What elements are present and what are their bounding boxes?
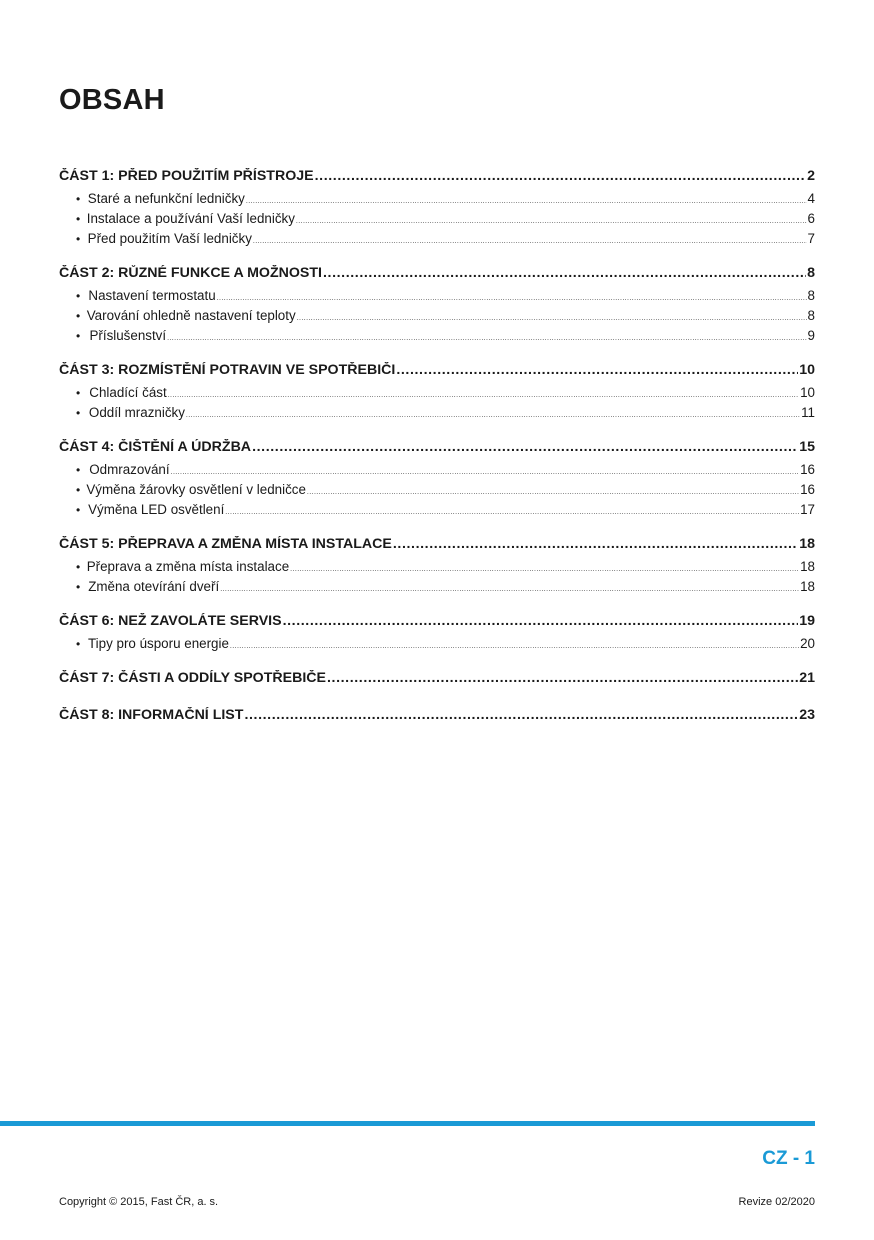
toc-section bbox=[59, 670, 815, 693]
item-label: Odmrazování bbox=[89, 462, 170, 477]
bullet-icon: • bbox=[76, 637, 81, 651]
toc-section bbox=[59, 439, 815, 522]
bullet-icon: • bbox=[76, 192, 81, 206]
dot-leader bbox=[230, 643, 799, 650]
toc-section-heading[interactable] bbox=[59, 536, 815, 559]
bullet-icon: • bbox=[76, 560, 81, 574]
bullet-icon: • bbox=[76, 406, 81, 420]
bullet-icon: • bbox=[76, 289, 81, 303]
item-page-number: 16 bbox=[800, 482, 815, 497]
item-label: Výměna LED osvětlení bbox=[88, 502, 225, 517]
section-page-number: 19 bbox=[799, 613, 815, 629]
toc-item[interactable] bbox=[59, 211, 815, 231]
item-label: Před použitím Vaší ledničky bbox=[87, 231, 252, 246]
item-page-number: 17 bbox=[800, 502, 815, 517]
bullet-icon: • bbox=[76, 580, 81, 594]
dot-leader bbox=[253, 238, 807, 245]
bullet-icon: • bbox=[76, 483, 81, 497]
toc-section-heading[interactable] bbox=[59, 362, 815, 385]
toc-item[interactable] bbox=[59, 559, 815, 579]
section-label: ČÁST 8: INFORMAČNÍ LIST bbox=[59, 707, 244, 723]
dot-leader bbox=[252, 439, 798, 455]
item-label: Změna otevírání dveří bbox=[88, 579, 220, 594]
item-label: Varování ohledně nastavení teploty bbox=[86, 308, 296, 323]
toc-item[interactable] bbox=[59, 636, 815, 656]
dot-leader bbox=[396, 362, 798, 378]
dot-leader bbox=[244, 707, 798, 723]
section-label: ČÁST 4: ČIŠTĚNÍ A ÚDRŽBA bbox=[59, 439, 252, 455]
toc-section-heading[interactable] bbox=[59, 707, 815, 730]
toc-item[interactable] bbox=[59, 385, 815, 405]
toc-section bbox=[59, 265, 815, 348]
dot-leader bbox=[323, 265, 806, 281]
toc-section bbox=[59, 362, 815, 425]
toc-item[interactable] bbox=[59, 231, 815, 251]
toc-section-heading[interactable] bbox=[59, 613, 815, 636]
item-label: Staré a nefunkční ledničky bbox=[87, 191, 245, 206]
dot-leader bbox=[220, 586, 799, 593]
toc-section-heading[interactable] bbox=[59, 265, 815, 288]
table-of-contents bbox=[59, 168, 815, 744]
dot-leader bbox=[246, 198, 807, 205]
section-page-number: 2 bbox=[807, 168, 815, 184]
dot-leader bbox=[393, 536, 798, 552]
item-page-number: 10 bbox=[800, 385, 815, 400]
dot-leader bbox=[327, 670, 798, 686]
section-label: ČÁST 5: PŘEPRAVA A ZMĚNA MÍSTA INSTALACE bbox=[59, 536, 392, 552]
item-page-number: 8 bbox=[807, 308, 815, 323]
item-page-number: 7 bbox=[807, 231, 815, 246]
dot-leader bbox=[297, 315, 807, 322]
toc-item[interactable] bbox=[59, 191, 815, 211]
item-label: Nastavení termostatu bbox=[88, 288, 216, 303]
section-page-number: 15 bbox=[799, 439, 815, 455]
toc-section bbox=[59, 613, 815, 656]
section-page-number: 23 bbox=[799, 707, 815, 723]
item-label: Chladící část bbox=[89, 385, 167, 400]
dot-leader bbox=[171, 469, 799, 476]
item-page-number: 6 bbox=[807, 211, 815, 226]
toc-item[interactable] bbox=[59, 502, 815, 522]
bullet-icon: • bbox=[76, 329, 81, 343]
footer-divider bbox=[0, 1121, 815, 1126]
item-page-number: 18 bbox=[800, 579, 815, 594]
section-label: ČÁST 2: RŮZNÉ FUNKCE A MOŽNOSTI bbox=[59, 265, 322, 281]
toc-section bbox=[59, 707, 815, 730]
bullet-icon: • bbox=[76, 232, 81, 246]
toc-section-heading[interactable] bbox=[59, 670, 815, 693]
item-page-number: 4 bbox=[807, 191, 815, 206]
bullet-icon: • bbox=[76, 309, 81, 323]
item-label: Přeprava a změna místa instalace bbox=[86, 559, 290, 574]
section-label: ČÁST 1: PŘED POUŽITÍM PŘÍSTROJE bbox=[59, 168, 314, 184]
item-page-number: 11 bbox=[801, 405, 815, 420]
toc-item[interactable] bbox=[59, 462, 815, 482]
dot-leader bbox=[283, 613, 799, 629]
bullet-icon: • bbox=[76, 212, 81, 226]
dot-leader bbox=[296, 218, 807, 225]
item-page-number: 8 bbox=[807, 288, 815, 303]
section-page-number: 8 bbox=[807, 265, 815, 281]
page-title: OBSAH bbox=[59, 84, 165, 116]
dot-leader bbox=[307, 489, 799, 496]
section-label: ČÁST 7: ČÁSTI A ODDÍLY SPOTŘEBIČE bbox=[59, 670, 326, 686]
toc-item[interactable] bbox=[59, 579, 815, 599]
footer-revision: Revize 02/2020 bbox=[738, 1196, 815, 1208]
dot-leader bbox=[167, 335, 806, 342]
toc-item[interactable] bbox=[59, 482, 815, 502]
item-label: Oddíl mrazničky bbox=[88, 405, 185, 420]
toc-item[interactable] bbox=[59, 288, 815, 308]
toc-section-heading[interactable] bbox=[59, 168, 815, 191]
toc-section bbox=[59, 168, 815, 251]
toc-section bbox=[59, 536, 815, 599]
toc-item[interactable] bbox=[59, 328, 815, 348]
item-page-number: 18 bbox=[800, 559, 815, 574]
toc-item[interactable] bbox=[59, 405, 815, 425]
toc-item[interactable] bbox=[59, 308, 815, 328]
footer-copyright: Copyright © 2015, Fast ČR, a. s. bbox=[59, 1196, 219, 1208]
toc-section-heading[interactable] bbox=[59, 439, 815, 462]
dot-leader bbox=[225, 509, 799, 516]
dot-leader bbox=[168, 392, 799, 399]
bullet-icon: • bbox=[76, 386, 81, 400]
item-page-number: 9 bbox=[807, 328, 815, 343]
section-page-number: 10 bbox=[799, 362, 815, 378]
item-label: Instalace a používání Vaší ledničky bbox=[86, 211, 295, 226]
bullet-icon: • bbox=[76, 463, 81, 477]
item-label: Výměna žárovky osvětlení v ledničce bbox=[86, 482, 306, 497]
item-page-number: 16 bbox=[800, 462, 815, 477]
bullet-icon: • bbox=[76, 503, 81, 517]
item-page-number: 20 bbox=[800, 636, 815, 651]
item-label: Tipy pro úsporu energie bbox=[87, 636, 229, 651]
dot-leader bbox=[315, 168, 806, 184]
section-label: ČÁST 3: ROZMÍSTĚNÍ POTRAVIN VE SPOTŘEBIČI bbox=[59, 362, 396, 378]
section-page-number: 18 bbox=[799, 536, 815, 552]
dot-leader bbox=[290, 566, 799, 573]
section-page-number: 21 bbox=[799, 670, 815, 686]
dot-leader bbox=[217, 295, 807, 302]
footer-page-number: CZ - 1 bbox=[762, 1148, 815, 1169]
dot-leader bbox=[186, 412, 800, 419]
item-label: Příslušenství bbox=[89, 328, 167, 343]
section-label: ČÁST 6: NEŽ ZAVOLÁTE SERVIS bbox=[59, 613, 282, 629]
